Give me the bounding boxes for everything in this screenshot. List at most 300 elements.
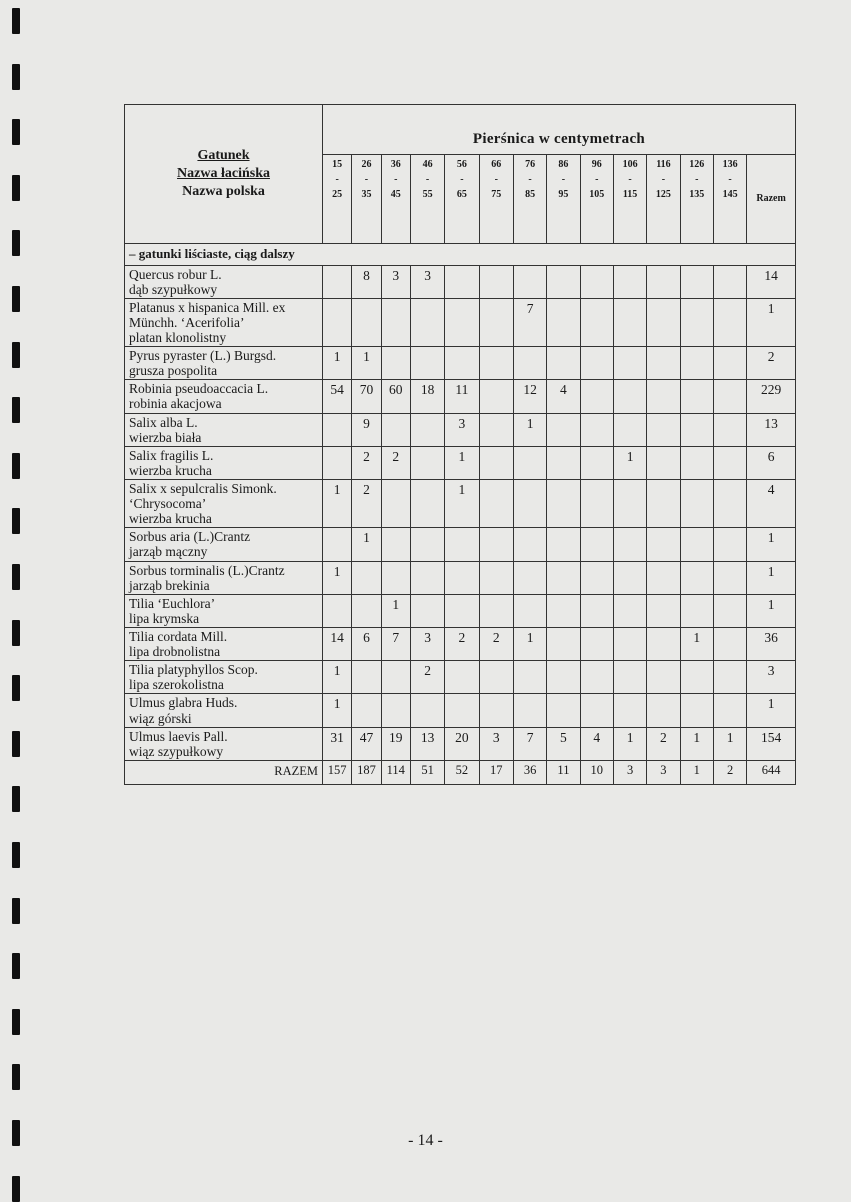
count-cell: [479, 347, 513, 380]
section-label: – gatunki liściaste, ciąg dalszy: [125, 244, 796, 266]
range-dash: -: [561, 174, 566, 185]
count-cell: [410, 347, 444, 380]
row-total-cell: 6: [747, 446, 796, 479]
binding-hole: [12, 842, 20, 868]
species-cell: [125, 661, 323, 694]
count-cell: [647, 413, 680, 446]
species-cell: [125, 446, 323, 479]
count-cell: [479, 528, 513, 561]
latin-name: ‘Chrysocoma’: [129, 496, 207, 512]
table-row: [125, 661, 796, 694]
range-to: 85: [525, 189, 536, 200]
count-cell: 1: [680, 727, 713, 760]
count-cell: 1: [323, 347, 352, 380]
binding-hole: [12, 508, 20, 534]
count-cell: [513, 561, 546, 594]
count-cell: 2: [352, 479, 381, 527]
count-cell: 1: [613, 446, 646, 479]
range-from: 126: [689, 159, 705, 170]
count-cell: [580, 479, 613, 527]
count-cell: [547, 265, 580, 298]
latin-name: Salix x sepulcralis Simonk.: [129, 480, 277, 496]
polish-name: wierzba krucha: [129, 511, 212, 527]
count-cell: [445, 298, 479, 346]
count-cell: [513, 528, 546, 561]
binding-hole: [12, 731, 20, 757]
species-cell: [125, 479, 323, 527]
range-to: 125: [655, 189, 671, 200]
row-total-cell: 4: [747, 479, 796, 527]
count-cell: [613, 347, 646, 380]
count-cell: 3: [445, 413, 479, 446]
count-cell: 60: [381, 380, 410, 413]
row-total-cell: 36: [747, 627, 796, 660]
range-dash: -: [394, 174, 398, 185]
count-cell: [680, 594, 713, 627]
count-cell: 13: [410, 727, 444, 760]
count-cell: 1: [513, 627, 546, 660]
count-cell: [613, 413, 646, 446]
species-cell: [125, 727, 323, 760]
count-cell: [352, 561, 381, 594]
polish-name: lipa szerokolistna: [129, 677, 224, 693]
polish-name: jarząb mączny: [129, 544, 208, 560]
row-total-cell: 1: [747, 561, 796, 594]
range-dash: -: [528, 174, 532, 185]
count-cell: [613, 627, 646, 660]
count-cell: 3: [381, 265, 410, 298]
count-cell: [352, 298, 381, 346]
count-cell: [352, 694, 381, 727]
count-cell: [547, 413, 580, 446]
latin-name: Pyrus pyraster (L.) Burgsd.: [129, 348, 277, 364]
count-cell: 70: [352, 380, 381, 413]
latin-name: Robinia pseudoaccacia L.: [129, 381, 269, 397]
count-cell: [580, 594, 613, 627]
total-count-cell: 2: [713, 760, 746, 784]
count-cell: [647, 347, 680, 380]
species-cell: [125, 528, 323, 561]
range-to: 25: [332, 189, 343, 200]
total-count-cell: 3: [647, 760, 680, 784]
count-cell: [479, 561, 513, 594]
range-dash: -: [364, 174, 369, 185]
polish-name: lipa krymska: [129, 610, 200, 626]
range-to: 145: [722, 189, 738, 200]
table-row: [125, 627, 796, 660]
count-cell: [613, 298, 646, 346]
species-cell: [125, 561, 323, 594]
count-cell: 3: [410, 627, 444, 660]
count-cell: 2: [352, 446, 381, 479]
range-dash: -: [695, 174, 699, 185]
total-header: Razem: [747, 155, 796, 244]
count-cell: 47: [352, 727, 381, 760]
range-to: 45: [390, 189, 401, 200]
count-cell: [647, 627, 680, 660]
count-cell: [580, 528, 613, 561]
count-cell: [580, 446, 613, 479]
table-row: [125, 298, 796, 346]
species-cell: [125, 413, 323, 446]
count-cell: 54: [323, 380, 352, 413]
count-cell: [580, 380, 613, 413]
count-cell: [613, 661, 646, 694]
section-row: [125, 244, 796, 266]
grand-total-cell: 644: [747, 760, 796, 784]
species-cell: [125, 627, 323, 660]
count-cell: 8: [352, 265, 381, 298]
range-header: [352, 155, 381, 244]
range-from: 116: [656, 159, 671, 170]
count-cell: [580, 413, 613, 446]
count-cell: [381, 528, 410, 561]
count-cell: [445, 594, 479, 627]
range-to: 115: [622, 189, 638, 200]
count-cell: [613, 561, 646, 594]
count-cell: 7: [513, 727, 546, 760]
count-cell: [680, 561, 713, 594]
polish-name-label: Nazwa polska: [182, 183, 265, 199]
count-cell: 1: [352, 347, 381, 380]
count-cell: [547, 627, 580, 660]
count-cell: [680, 380, 713, 413]
count-cell: [680, 694, 713, 727]
row-total-cell: 154: [747, 727, 796, 760]
count-cell: [547, 479, 580, 527]
range-dash: -: [595, 174, 599, 185]
count-cell: 31: [323, 727, 352, 760]
row-total-cell: 14: [747, 265, 796, 298]
row-total-cell: 1: [747, 298, 796, 346]
count-cell: [647, 265, 680, 298]
count-cell: [410, 413, 444, 446]
count-cell: [613, 528, 646, 561]
range-header: [323, 155, 352, 244]
total-count-cell: 114: [381, 760, 410, 784]
species-cell: [125, 298, 323, 346]
count-cell: [323, 413, 352, 446]
count-cell: [713, 446, 746, 479]
range-dash: -: [628, 174, 632, 185]
table-row: [125, 347, 796, 380]
polish-name: dąb szypułkowy: [129, 281, 218, 297]
species-cell: [125, 694, 323, 727]
count-cell: 1: [352, 528, 381, 561]
count-cell: [580, 347, 613, 380]
count-cell: [680, 298, 713, 346]
count-cell: [580, 298, 613, 346]
document-page: [124, 104, 796, 785]
range-to: 105: [589, 189, 605, 200]
count-cell: [410, 594, 444, 627]
count-cell: [713, 413, 746, 446]
binding-hole: [12, 675, 20, 701]
count-cell: 1: [381, 594, 410, 627]
total-count-cell: 157: [323, 760, 352, 784]
count-cell: [381, 694, 410, 727]
count-cell: [547, 446, 580, 479]
species-cell: [125, 594, 323, 627]
count-cell: 1: [713, 727, 746, 760]
range-header: [680, 155, 713, 244]
count-cell: [479, 413, 513, 446]
binding-hole: [12, 230, 20, 256]
range-to: 95: [558, 189, 569, 200]
count-cell: 18: [410, 380, 444, 413]
range-header: [647, 155, 680, 244]
range-from: 56: [456, 159, 467, 170]
range-header: [613, 155, 646, 244]
total-count-cell: 52: [445, 760, 479, 784]
binding-hole: [12, 786, 20, 812]
count-cell: 2: [381, 446, 410, 479]
count-cell: 6: [352, 627, 381, 660]
count-cell: 3: [410, 265, 444, 298]
range-dash: -: [460, 174, 464, 185]
binding-hole: [12, 175, 20, 201]
table-row: [125, 265, 796, 298]
range-dash: -: [661, 174, 666, 185]
count-cell: [323, 265, 352, 298]
count-cell: 1: [323, 694, 352, 727]
binding-hole: [12, 119, 20, 145]
latin-name: Sorbus torminalis (L.)Crantz: [129, 562, 285, 578]
count-cell: [713, 528, 746, 561]
count-cell: 12: [513, 380, 546, 413]
count-cell: [323, 594, 352, 627]
range-from: 76: [525, 159, 536, 170]
count-cell: 1: [613, 727, 646, 760]
polish-name: platan klonolistny: [129, 329, 227, 345]
latin-name: Ulmus glabra Huds.: [129, 695, 238, 711]
count-cell: [445, 265, 479, 298]
page-number: - 14 -: [408, 1132, 443, 1149]
total-count-cell: 187: [352, 760, 381, 784]
binding-holes: [12, 0, 22, 1200]
binding-hole: [12, 898, 20, 924]
count-cell: [713, 380, 746, 413]
count-cell: [445, 528, 479, 561]
species-header: [125, 105, 323, 244]
count-cell: [352, 661, 381, 694]
range-from: 136: [722, 159, 738, 170]
polish-name: robinia akacjowa: [129, 396, 222, 412]
count-cell: 7: [381, 627, 410, 660]
latin-name: Tilia cordata Mill.: [129, 628, 228, 644]
range-to: 75: [491, 189, 502, 200]
range-header: [410, 155, 444, 244]
count-cell: [613, 265, 646, 298]
polish-name: wierzba biała: [129, 429, 202, 445]
count-cell: [410, 446, 444, 479]
table-row: [125, 446, 796, 479]
count-cell: [613, 594, 646, 627]
polish-name: wiąz górski: [129, 710, 192, 726]
polish-name: wierzba krucha: [129, 462, 212, 478]
range-to: 35: [361, 189, 372, 200]
count-cell: [381, 479, 410, 527]
latin-name: Tilia platyphyllos Scop.: [129, 662, 258, 678]
latin-name: Ulmus laevis Pall.: [129, 728, 228, 744]
count-cell: [479, 298, 513, 346]
range-header: [513, 155, 546, 244]
count-cell: [547, 561, 580, 594]
latin-name: Sorbus aria (L.)Crantz: [129, 529, 251, 545]
binding-hole: [12, 8, 20, 34]
range-from: 106: [622, 159, 638, 170]
range-from: 26: [361, 159, 372, 170]
count-cell: 4: [580, 727, 613, 760]
count-cell: [680, 661, 713, 694]
count-cell: [513, 479, 546, 527]
range-from: 96: [591, 159, 602, 170]
count-cell: [680, 479, 713, 527]
count-cell: [713, 347, 746, 380]
count-cell: [647, 380, 680, 413]
latin-name: Quercus robur L.: [129, 266, 222, 282]
range-dash: -: [335, 174, 339, 185]
count-cell: 19: [381, 727, 410, 760]
count-cell: [513, 594, 546, 627]
count-cell: [713, 561, 746, 594]
count-cell: [513, 347, 546, 380]
row-total-cell: 1: [747, 694, 796, 727]
count-cell: [479, 661, 513, 694]
count-cell: [445, 661, 479, 694]
count-cell: [381, 661, 410, 694]
count-cell: [713, 479, 746, 527]
range-from: 86: [558, 159, 569, 170]
count-cell: [479, 694, 513, 727]
totals-label: RAZEM: [125, 760, 323, 784]
count-cell: [580, 627, 613, 660]
count-cell: 1: [323, 661, 352, 694]
count-cell: 2: [445, 627, 479, 660]
count-cell: 3: [479, 727, 513, 760]
count-cell: [445, 347, 479, 380]
count-cell: [647, 561, 680, 594]
count-cell: 1: [323, 479, 352, 527]
range-dash: -: [728, 174, 732, 185]
count-cell: [680, 413, 713, 446]
total-count-cell: 3: [613, 760, 646, 784]
count-cell: [680, 528, 713, 561]
total-count-cell: 11: [547, 760, 580, 784]
count-cell: [647, 594, 680, 627]
range-header: [713, 155, 746, 244]
species-cell: [125, 265, 323, 298]
totals-row: [125, 760, 796, 784]
count-cell: [613, 380, 646, 413]
count-cell: [410, 479, 444, 527]
table-row: [125, 594, 796, 627]
count-cell: 1: [445, 479, 479, 527]
count-cell: [479, 380, 513, 413]
count-cell: [323, 528, 352, 561]
count-cell: 1: [680, 627, 713, 660]
range-to: 55: [422, 189, 433, 200]
count-cell: [381, 561, 410, 594]
row-total-cell: 3: [747, 661, 796, 694]
count-cell: [323, 298, 352, 346]
count-cell: [513, 446, 546, 479]
count-cell: [647, 694, 680, 727]
species-cell: [125, 380, 323, 413]
count-cell: [680, 347, 713, 380]
count-cell: [647, 446, 680, 479]
binding-hole: [12, 1176, 20, 1202]
binding-hole: [12, 1064, 20, 1090]
count-cell: 2: [410, 661, 444, 694]
count-cell: 4: [547, 380, 580, 413]
count-cell: [445, 561, 479, 594]
table-row: [125, 413, 796, 446]
count-cell: [410, 561, 444, 594]
count-cell: [410, 528, 444, 561]
binding-hole: [12, 342, 20, 368]
species-cell: [125, 347, 323, 380]
binding-hole: [12, 397, 20, 423]
latin-name: Salix fragilis L.: [129, 447, 214, 463]
count-cell: [580, 265, 613, 298]
count-cell: [580, 694, 613, 727]
range-to: 135: [689, 189, 705, 200]
polish-name: jarząb brekinia: [129, 577, 210, 593]
count-cell: [479, 594, 513, 627]
range-dash: -: [425, 174, 430, 185]
count-cell: [647, 479, 680, 527]
table-row: [125, 561, 796, 594]
count-cell: [713, 594, 746, 627]
binding-hole: [12, 453, 20, 479]
count-cell: [680, 265, 713, 298]
count-cell: [713, 627, 746, 660]
count-cell: [513, 694, 546, 727]
table-row: [125, 380, 796, 413]
count-cell: 20: [445, 727, 479, 760]
binding-hole: [12, 286, 20, 312]
count-cell: 11: [445, 380, 479, 413]
count-cell: [547, 298, 580, 346]
count-cell: [613, 479, 646, 527]
range-from: 36: [390, 159, 401, 170]
count-cell: [680, 446, 713, 479]
count-cell: [547, 661, 580, 694]
latin-name: Salix alba L.: [129, 414, 198, 430]
count-cell: [381, 413, 410, 446]
count-cell: [580, 561, 613, 594]
range-from: 15: [332, 159, 343, 170]
row-total-cell: 229: [747, 380, 796, 413]
count-cell: [647, 298, 680, 346]
polish-name: lipa drobnolistna: [129, 644, 221, 660]
count-cell: 9: [352, 413, 381, 446]
count-cell: 14: [323, 627, 352, 660]
count-cell: [513, 661, 546, 694]
binding-hole: [12, 1009, 20, 1035]
range-header: [580, 155, 613, 244]
count-cell: 5: [547, 727, 580, 760]
latin-name: Münchh. ‘Acerifolia’: [129, 314, 245, 330]
total-count-cell: 1: [680, 760, 713, 784]
polish-name: wiąz szypułkowy: [129, 743, 224, 759]
count-cell: [647, 661, 680, 694]
count-cell: [713, 265, 746, 298]
count-cell: [381, 298, 410, 346]
row-total-cell: 13: [747, 413, 796, 446]
count-cell: [513, 265, 546, 298]
